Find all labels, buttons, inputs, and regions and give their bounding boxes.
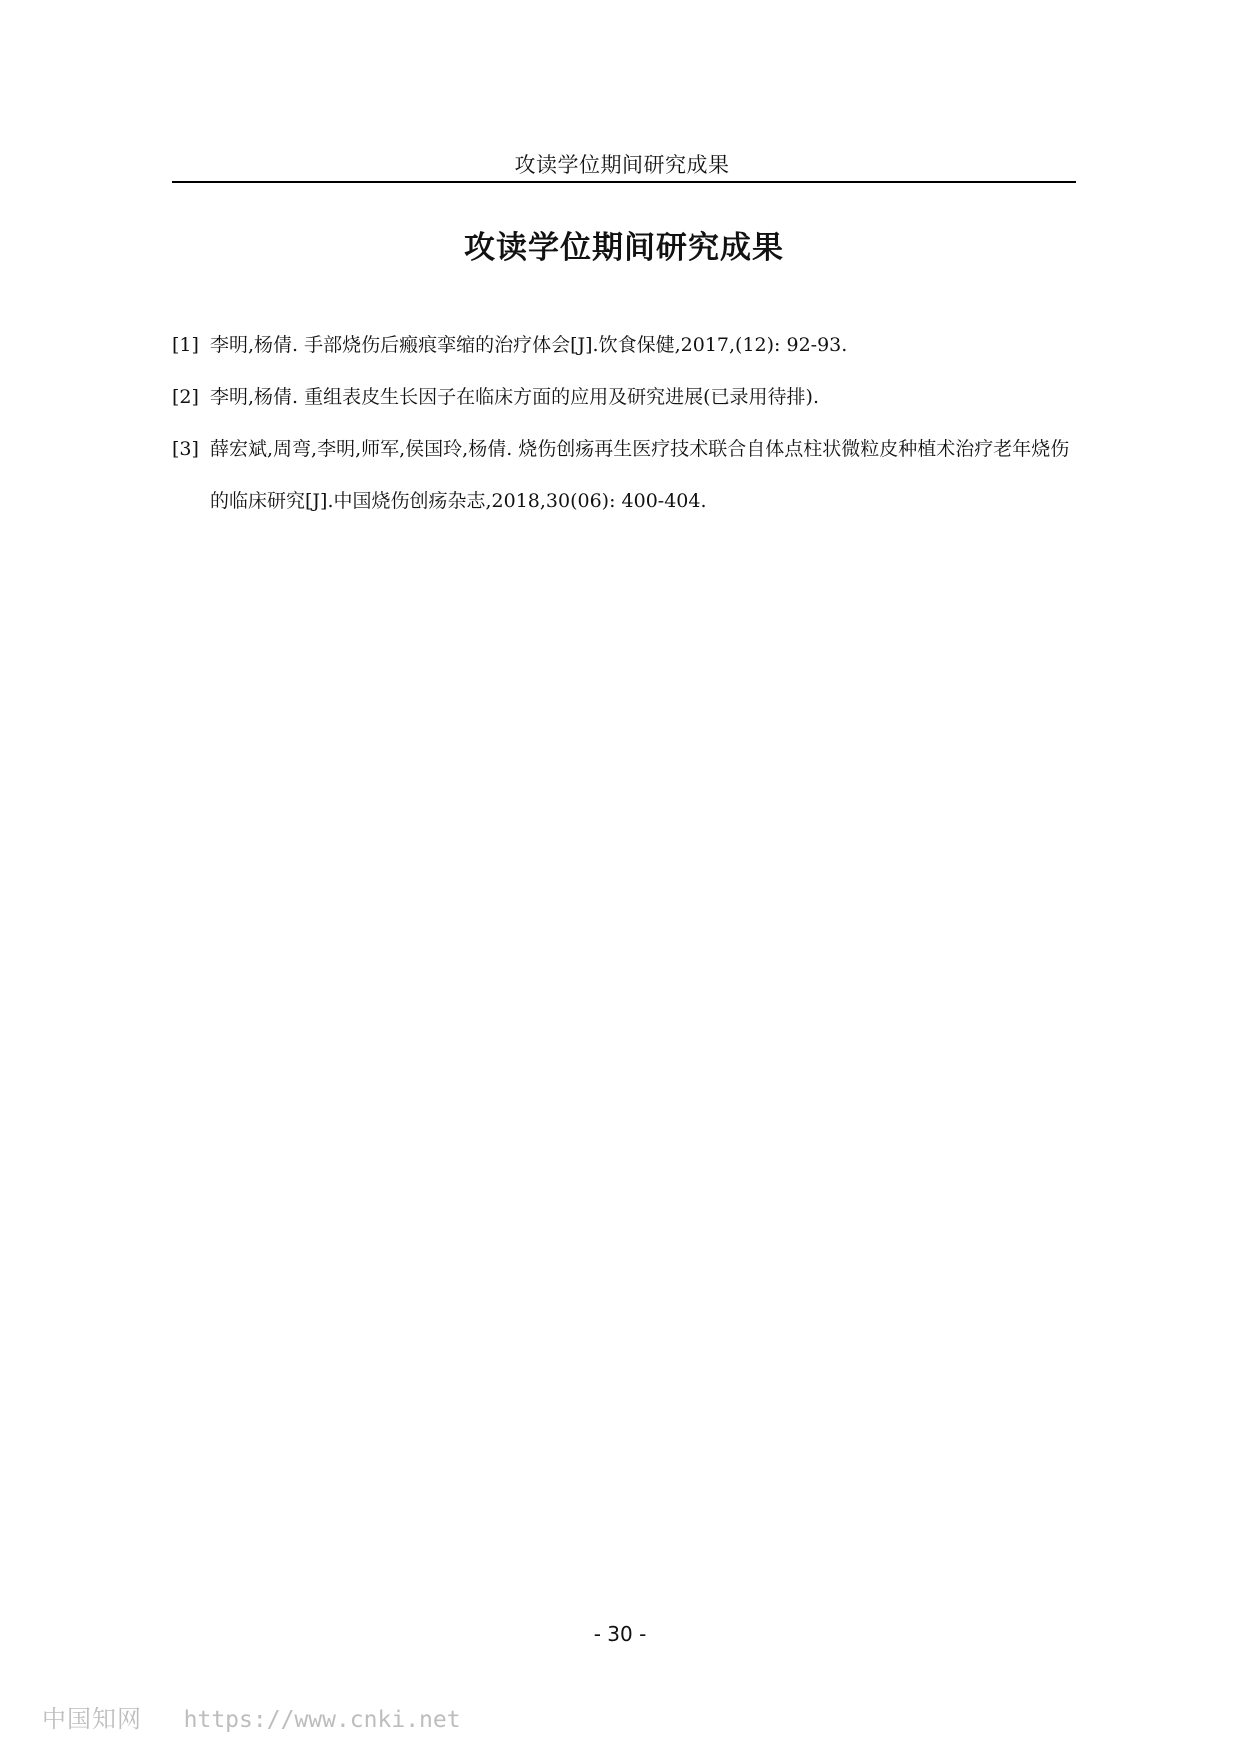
reference-text: 李明,杨倩. 重组表皮生长因子在临床方面的应用及研究进展(已录用待排). [210,386,819,408]
reference-text: 薛宏斌,周弯,李明,师军,侯国玲,杨倩. 烧伤创疡再生医疗技术联合自体点柱状微粒皮种植术治疗老年烧伤的临床研究[J].中国烧伤创疡杂志,2018,30(06): 400-404. [210,438,1070,512]
reference-item-3 [172,434,1076,527]
header-divider [172,181,1076,183]
reference-number: [2] [172,386,199,408]
watermark-site-name: 中国知网 [42,1705,142,1733]
reference-number: [3] [172,438,199,460]
running-header: 攻读学位期间研究成果 [514,153,730,177]
page-number: - 30 - [593,1622,647,1646]
reference-list [172,330,1076,549]
reference-item-2 [172,382,1076,412]
watermark-url[interactable]: https://www.cnki.net [183,1707,461,1733]
reference-number: [1] [172,334,199,356]
reference-text: 李明,杨倩. 手部烧伤后瘢痕挛缩的治疗体会[J].饮食保健,2017,(12): 92-93. [210,334,848,356]
reference-item-1 [172,330,1076,360]
page-title: 攻读学位期间研究成果 [464,230,784,266]
watermark [42,1704,461,1735]
